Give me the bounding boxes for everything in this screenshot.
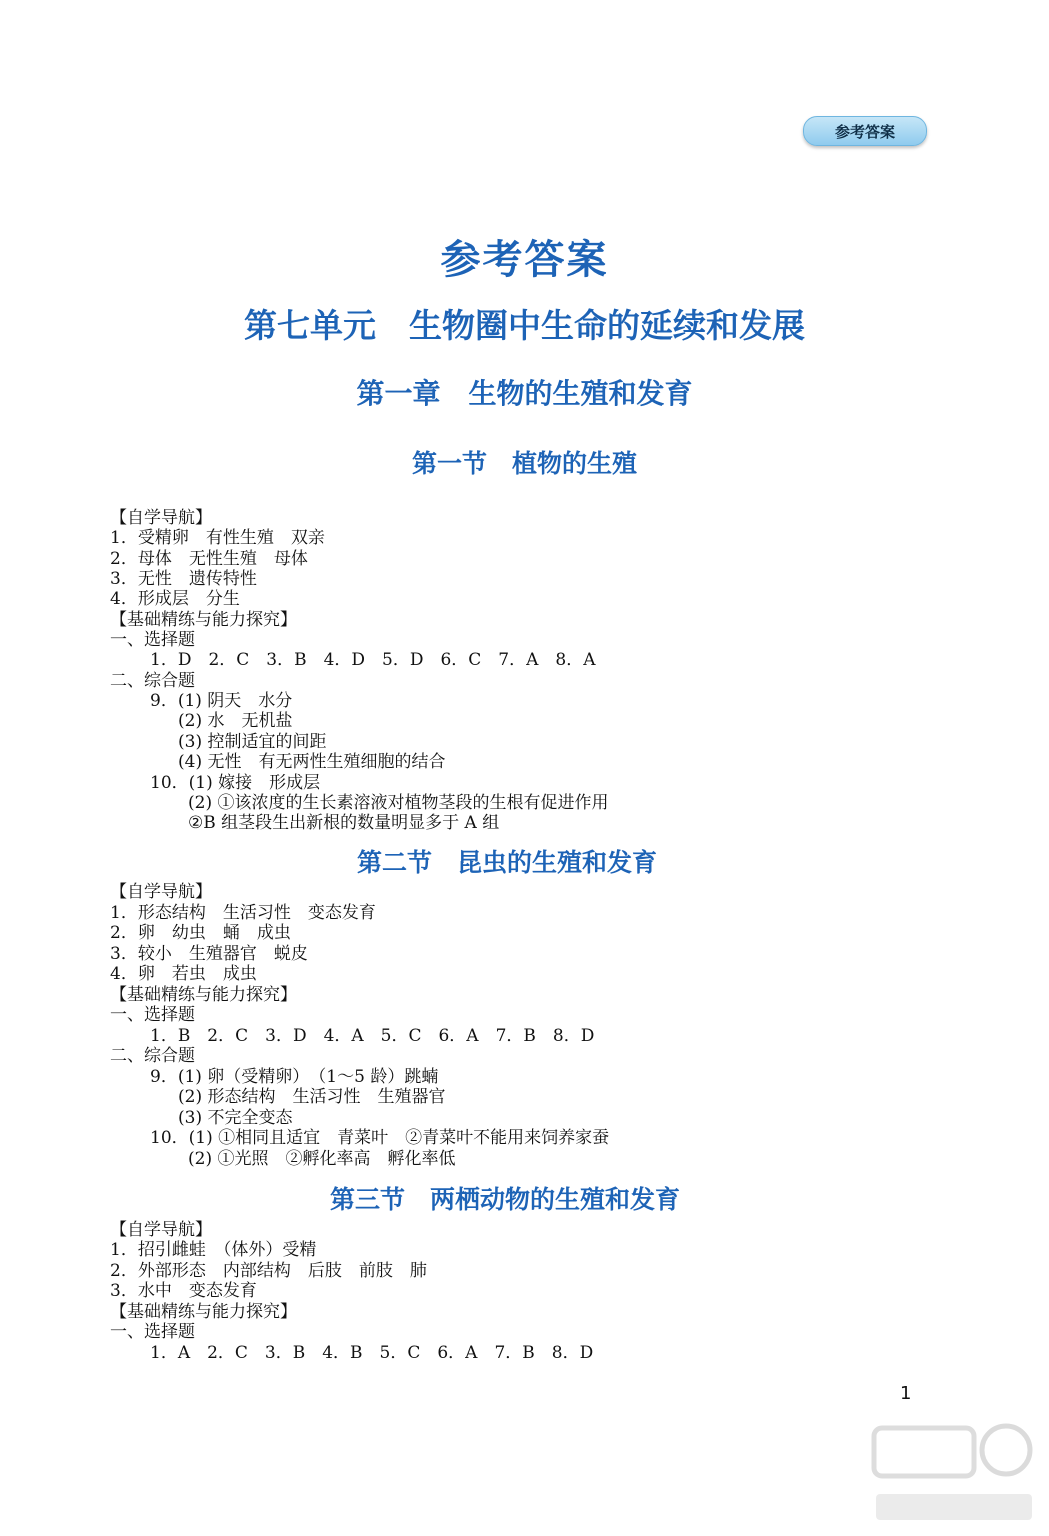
section-2-line: 二、综合题 (110, 1046, 195, 1066)
section-2-line: 2．卵 幼虫 蛹 成虫 (110, 923, 291, 943)
section-3-line: 1．A 2．C 3．B 4．B 5．C 6．A 7．B 8．D (150, 1343, 594, 1363)
section-3-line: 【基础精练与能力探究】 (110, 1302, 297, 1322)
section-1-title: 第一节 植物的生殖 (411, 449, 637, 478)
watermark-logo-icon (868, 1410, 1038, 1528)
section-1-line: 【基础精练与能力探究】 (110, 610, 297, 630)
section-3-title: 第三节 两栖动物的生殖和发育 (330, 1185, 681, 1214)
section-2-line: 一、选择题 (110, 1005, 195, 1025)
unit-title: 第七单元 生物圈中生命的延续和发展 (244, 306, 805, 345)
section-2-line: (2) ①光照 ②孵化率高 孵化率低 (188, 1149, 456, 1169)
section-1-line: 10．(1) 嫁接 形成层 (150, 773, 321, 793)
section-2-line: 【自学导航】 (110, 882, 212, 902)
section-1-line: (4) 无性 有无两性生殖细胞的结合 (178, 752, 446, 772)
section-1-line: 一、选择题 (110, 630, 195, 650)
section-1-line: 【自学导航】 (110, 508, 212, 528)
section-3-line: 1．招引雌蛙 （体外）受精 (110, 1240, 317, 1260)
section-1-line: (2) ①该浓度的生长素溶液对植物茎段的生根有促进作用 (188, 793, 609, 813)
section-2-title: 第二节 昆虫的生殖和发育 (357, 848, 658, 877)
section-3-line: 2．外部形态 内部结构 后肢 前肢 肺 (110, 1261, 427, 1281)
section-3-line: 一、选择题 (110, 1322, 195, 1342)
section-1-line: 2．母体 无性生殖 母体 (110, 549, 308, 569)
section-3-line: 【自学导航】 (110, 1220, 212, 1240)
section-1-line: (2) 水 无机盐 (178, 711, 293, 731)
section-1-line: (3) 控制适宜的间距 (178, 732, 327, 752)
section-2-line: 9．(1) 卵（受精卵） （1～5 龄）跳蝻 (150, 1067, 439, 1087)
section-1-line: 3．无性 遗传特性 (110, 569, 257, 589)
section-2-line: 10．(1) ①相同且适宜 青菜叶 ②青菜叶不能用来饲养家蚕 (150, 1128, 610, 1148)
section-1-line: 9．(1) 阴天 水分 (150, 691, 293, 711)
section-2-line: (2) 形态结构 生活习性 生殖器官 (178, 1087, 446, 1107)
answer-key-badge: 参考答案 (803, 116, 927, 146)
section-1-line: 4．形成层 分生 (110, 589, 240, 609)
page-number: 1 (900, 1383, 912, 1404)
section-3-line: 3．水中 变态发育 (110, 1281, 257, 1301)
chapter-title: 第一章 生物的生殖和发育 (356, 377, 693, 410)
section-2-line: 4．卵 若虫 成虫 (110, 964, 257, 984)
section-2-line: (3) 不完全变态 (178, 1108, 293, 1128)
section-1-line: 1．受精卵 有性生殖 双亲 (110, 528, 325, 548)
section-1-line: 1．D 2．C 3．B 4．D 5．D 6．C 7．A 8．A (150, 650, 596, 670)
section-2-line: 1．形态结构 生活习性 变态发育 (110, 903, 376, 923)
section-1-line: ②B 组茎段生出新根的数量明显多于 A 组 (188, 813, 500, 833)
section-2-line: 3．较小 生殖器官 蜕皮 (110, 944, 308, 964)
section-1-line: 二、综合题 (110, 671, 195, 691)
section-2-line: 【基础精练与能力探究】 (110, 985, 297, 1005)
section-2-line: 1．B 2．C 3．D 4．A 5．C 6．A 7．B 8．D (150, 1026, 595, 1046)
page-title: 参考答案 (440, 237, 609, 283)
